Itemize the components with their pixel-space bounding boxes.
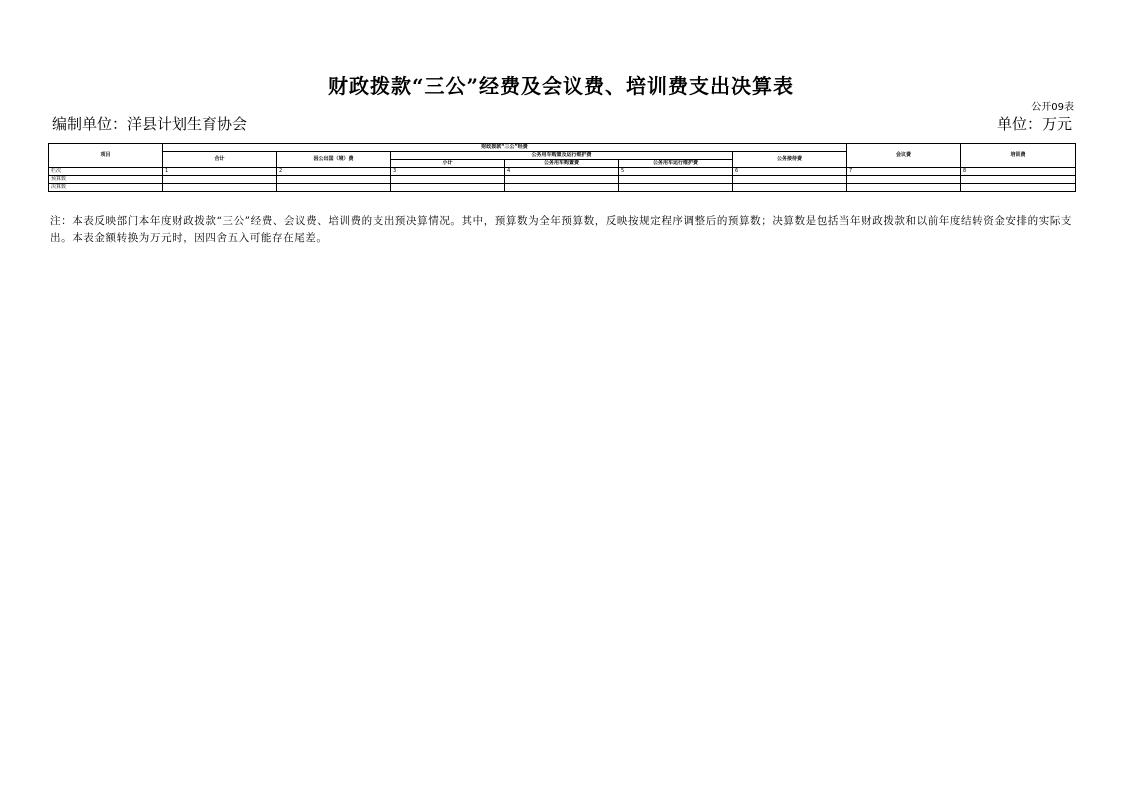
header-item: 项目 [49,144,163,168]
table-cell [847,176,961,184]
table-cell: 5 [619,168,733,176]
table-cell [505,184,619,192]
row-label: 预算数 [49,176,163,184]
table-cell [733,176,847,184]
table-cell [277,184,391,192]
header-vehicle-fee: 公务用车购置及运行维护费 [391,152,733,160]
currency-unit: 单位：万元 [996,115,1072,133]
table-cell [391,184,505,192]
header-abroad-fee: 因公出国（境）费 [277,152,391,168]
row-label: 决算数 [49,184,163,192]
row-label: 栏次 [49,168,163,176]
table-row [49,176,1076,184]
table-cell [961,184,1076,192]
table-cell: 8 [961,168,1076,176]
expenditure-table [48,143,1076,192]
header-row-1 [49,144,1076,152]
table-note: 注：本表反映部门本年度财政拨款“三公”经费、会议费、培训费的支出预决算情况。其中，预算数为全年预算数，反映按规定程序调整后的预算数；决算数是包括当年财政拨款和以前年度结转资金安排的实际支出。本表金额转换为万元时，因四舍五入可能存在尾差。 [50,215,1073,244]
table-cell [163,176,277,184]
table-row [49,168,1076,176]
table-row [49,184,1076,192]
header-total: 合计 [163,152,277,168]
form-number: 公开09表 [1031,102,1074,113]
header-meeting-fee: 会议费 [847,144,961,168]
table-cell [163,184,277,192]
header-vehicle-purchase: 公务用车购置费 [505,160,619,168]
table-cell [733,184,847,192]
document-title: 财政拨款“三公”经费及会议费、培训费支出决算表 [327,74,794,98]
table-cell [277,176,391,184]
header-three-public-funds: 财政拨款“三公”经费 [163,144,847,152]
table-cell: 1 [163,168,277,176]
table-cell [391,176,505,184]
header-vehicle-operation: 公务用车运行维护费 [619,160,733,168]
compiling-unit: 编制单位：洋县计划生育协会 [52,115,248,133]
table-cell [505,176,619,184]
table-cell: 3 [391,168,505,176]
table-cell [619,176,733,184]
table-cell: 2 [277,168,391,176]
table-cell: 4 [505,168,619,176]
header-vehicle-subtotal: 小计 [391,160,505,168]
table-cell [961,176,1076,184]
table-cell: 6 [733,168,847,176]
table-cell: 7 [847,168,961,176]
header-reception-fee: 公务接待费 [733,152,847,168]
header-training-fee: 培训费 [961,144,1076,168]
table-cell [847,184,961,192]
table-cell [619,184,733,192]
